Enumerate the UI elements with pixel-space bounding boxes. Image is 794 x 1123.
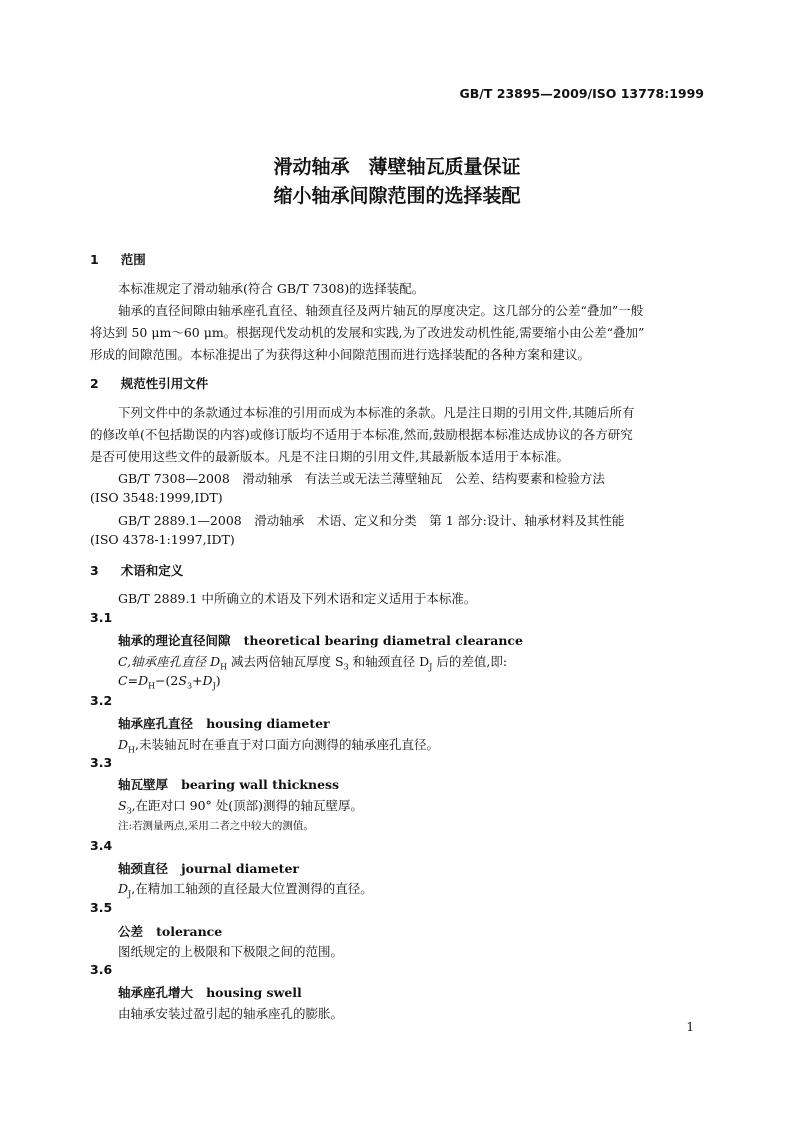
term-heading: [118, 631, 523, 649]
subscript: 3: [126, 806, 132, 816]
clause-number: 3.2: [90, 693, 113, 708]
subscript: H: [128, 745, 136, 755]
term-chinese: 轴承的理论直径间隙: [118, 633, 231, 648]
def-symbol: D: [118, 881, 129, 896]
reference-item: GB/T 2889.1—2008 滑动轴承 术语、定义和分类 第 1 部分:设计、轴承材料及其性能: [118, 513, 625, 528]
def-text: ,在距对口 90° 处(顶部)测得的轴瓦壁厚。: [131, 798, 364, 813]
clause-number: 3.4: [90, 838, 113, 853]
section-1-heading: [90, 250, 146, 268]
term-definition: [118, 879, 373, 899]
def-text: 和轴颈直径 D: [348, 654, 430, 669]
term-chinese: 轴承座孔增大: [118, 985, 194, 1000]
subscript: J: [429, 662, 433, 672]
term-heading: [118, 922, 222, 940]
clause-number: 3.3: [90, 755, 113, 770]
term-definition: 由轴承安装过盈引起的轴承座孔的膨胀。: [118, 1006, 344, 1021]
term-english: housing diameter: [206, 716, 330, 731]
section-2-heading: [90, 374, 208, 392]
term-english: housing swell: [206, 985, 302, 1000]
paragraph-line: 下列文件中的条款通过本标准的引用而成为本标准的条款。凡是注日期的引用文件,其随后所有: [118, 405, 635, 420]
term-heading: [118, 714, 330, 732]
subscript: 3: [343, 662, 349, 672]
term-definition: [118, 652, 507, 672]
subscript: J: [128, 889, 132, 899]
term-heading: [118, 983, 302, 1001]
reference-item-cont: (ISO 4378-1:1997,IDT): [90, 532, 235, 547]
term-chinese: 公差: [118, 924, 144, 939]
paragraph-line: 是否可使用这些文件的最新版本。凡是不注日期的引用文件,其最新版本适用于本标准。: [90, 449, 569, 464]
page-number: 1: [686, 1020, 694, 1034]
def-symbol: D: [118, 737, 129, 752]
term-note: 注:若测量两点,采用二者之中较大的测值。: [118, 820, 314, 832]
term-english: journal diameter: [181, 861, 299, 876]
clause-number: 3.5: [90, 900, 113, 915]
def-text: C,轴承座孔直径 D: [118, 654, 221, 669]
clause-number: 3.1: [90, 610, 113, 625]
def-text: ,未装轴瓦时在垂直于对口面方向测得的轴承座孔直径。: [135, 737, 439, 752]
term-heading: [118, 775, 339, 793]
def-text: 减去两倍轴瓦厚度 S: [227, 654, 344, 669]
term-definition: 图纸规定的上极限和下极限之间的范围。: [118, 944, 344, 959]
section-number: 2: [90, 376, 99, 391]
paragraph-line: 形成的间隙范围。本标准提出了为获得这种小间隙范围而进行选择装配的各种方案和建议。: [90, 347, 591, 362]
term-chinese: 轴瓦壁厚: [118, 777, 169, 792]
section-3-heading: [90, 561, 183, 579]
paragraph-line: 轴承的直径间隙由轴承座孔直径、轴颈直径及两片轴瓦的厚度决定。这几部分的公差“叠加”一般: [118, 303, 644, 318]
paragraph-line: 的修改单(不包括勘误的内容)或修订版均不适用于本标准,然而,鼓励根据本标准达成协议的各方研究: [90, 427, 633, 442]
def-symbol: S: [118, 798, 127, 813]
section-number: 3: [90, 563, 99, 578]
section-title: 规范性引用文件: [120, 376, 209, 391]
term-chinese: 轴颈直径: [118, 861, 169, 876]
paragraph: 本标准规定了滑动轴承(符合 GB/T 7308)的选择装配。: [118, 281, 425, 296]
def-text: 后的差值,即:: [432, 654, 508, 669]
paragraph: GB/T 2889.1 中所确立的术语及下列术语和定义适用于本标准。: [118, 591, 477, 606]
term-heading: [118, 859, 299, 877]
reference-item-cont: (ISO 3548:1999,IDT): [90, 490, 223, 505]
term-english: theoretical bearing diametral clearance: [243, 633, 523, 648]
term-definition: [118, 735, 439, 755]
subscript: H: [220, 662, 228, 672]
formula: $C=D_H-(2S_3+D_J)$: [118, 673, 221, 691]
section-title: 范围: [120, 252, 146, 267]
term-chinese: 轴承座孔直径: [118, 716, 194, 731]
clause-number: 3.6: [90, 962, 113, 977]
section-number: 1: [90, 252, 99, 267]
term-english: bearing wall thickness: [181, 777, 340, 792]
term-english: tolerance: [156, 924, 223, 939]
section-title: 术语和定义: [120, 563, 184, 578]
standard-code-header: GB/T 23895—2009/ISO 13778:1999: [459, 86, 704, 101]
reference-item: GB/T 7308—2008 滑动轴承 有法兰或无法兰薄壁轴瓦 公差、结构要素和检验方法: [118, 471, 605, 486]
document-title-line-1: 滑动轴承 薄壁轴瓦质量保证: [273, 156, 521, 178]
paragraph-line: 将达到 50 μm～60 μm。根据现代发动机的发展和实践,为了改进发动机性能,需要缩小由公差“叠加”: [90, 325, 645, 340]
term-definition: [118, 796, 363, 816]
document-title-line-2: 缩小轴承间隙范围的选择装配: [273, 185, 521, 207]
def-text: ,在精加工轴颈的直径最大位置测得的直径。: [131, 881, 373, 896]
